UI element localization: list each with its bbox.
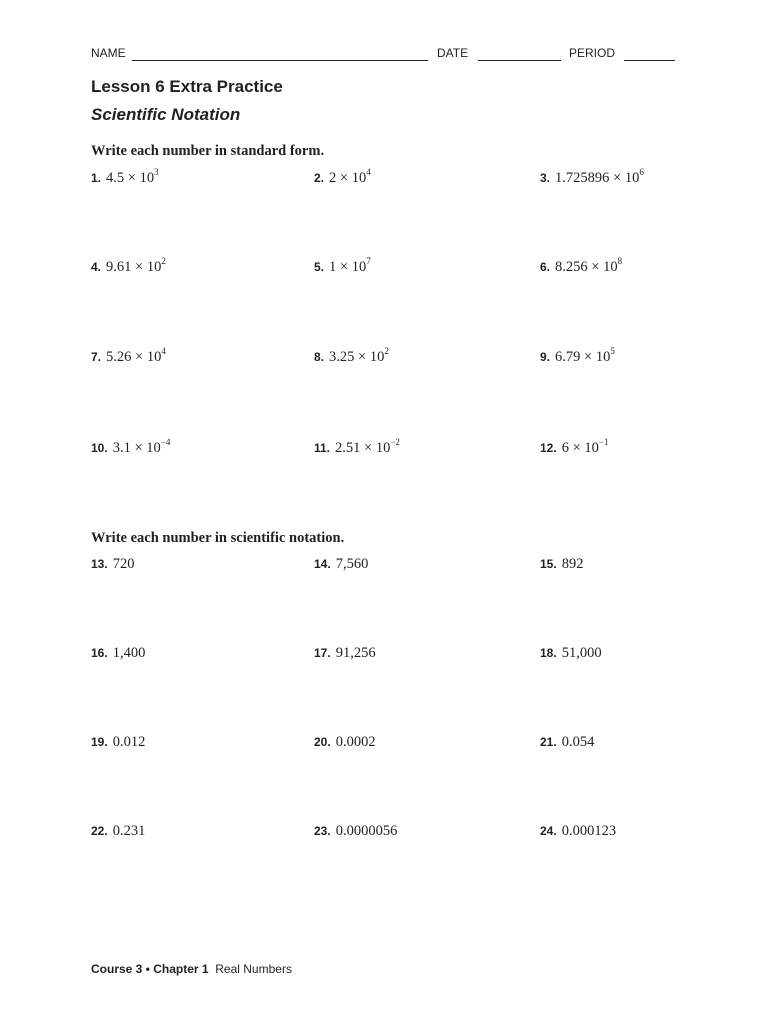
problem-item	[91, 167, 159, 187]
problem-item	[540, 346, 615, 366]
problem-number: 11.	[314, 441, 331, 455]
base: 10	[146, 349, 162, 365]
problem-item	[314, 346, 389, 366]
problem-item	[540, 823, 616, 840]
problem-number: 23.	[314, 824, 331, 838]
problem-value: 892	[561, 556, 584, 572]
base: 10	[603, 259, 618, 275]
exponent: 3	[154, 167, 159, 177]
coefficient: 8.256	[555, 259, 588, 275]
times-symbol: ×	[572, 440, 581, 456]
problem-number: 5.	[314, 260, 325, 274]
problem-expression	[555, 256, 623, 275]
base: 10	[139, 170, 155, 186]
exponent: 4	[366, 167, 371, 177]
times-symbol: ×	[339, 170, 349, 186]
base: 10	[351, 259, 367, 275]
base: 10	[595, 349, 611, 365]
times-symbol: ×	[358, 349, 367, 365]
lesson-subtitle: Scientific Notation	[91, 105, 241, 124]
problem-value: 1,400	[112, 645, 146, 661]
problem-number: 2.	[314, 171, 325, 185]
times-symbol: ×	[127, 170, 136, 186]
times-symbol: ×	[134, 440, 143, 456]
problem-item	[91, 556, 134, 573]
base: 10	[369, 349, 385, 365]
coefficient: 9.61	[106, 259, 132, 275]
problem-number: 1.	[91, 171, 102, 185]
problem-number: 14.	[314, 557, 331, 571]
problem-number: 12.	[540, 441, 557, 455]
coefficient: 3.1	[112, 440, 131, 456]
coefficient: 5.26	[106, 349, 132, 365]
problem-expression	[106, 346, 166, 365]
footer-course: Course 3 • Chapter 1	[91, 962, 209, 976]
times-symbol: ×	[135, 349, 144, 365]
exponent: −4	[160, 437, 171, 447]
problem-item	[540, 734, 594, 751]
exponent: 5	[610, 346, 615, 356]
problem-item	[540, 167, 644, 187]
base: 10	[351, 170, 367, 186]
worksheet-header	[91, 46, 675, 62]
problem-item	[314, 256, 371, 276]
coefficient: 6	[561, 440, 569, 456]
problem-number: 4.	[91, 260, 102, 274]
problem-value: 0.000123	[561, 823, 617, 839]
problem-item	[91, 734, 145, 751]
problem-item	[314, 556, 368, 573]
problem-item	[314, 734, 376, 751]
exponent: 2	[161, 256, 166, 266]
exponent: −1	[598, 437, 609, 447]
problem-item	[540, 437, 609, 457]
problem-item	[91, 645, 145, 662]
problem-number: 20.	[314, 735, 331, 749]
exponent: 6	[639, 167, 644, 177]
problem-number: 9.	[540, 350, 551, 364]
exponent: 8	[617, 256, 623, 266]
problem-item	[314, 823, 397, 840]
problem-number: 21.	[540, 735, 557, 749]
problem-value: 720	[112, 556, 135, 572]
exponent: −2	[390, 437, 400, 447]
page-footer	[91, 962, 292, 976]
base: 10	[375, 440, 391, 456]
problem-expression	[329, 167, 371, 186]
coefficient: 3.25	[329, 349, 355, 365]
problem-item	[314, 167, 371, 187]
problem-value: 0.0000056	[335, 823, 398, 839]
problem-expression	[112, 437, 171, 456]
exponent: 2	[384, 346, 389, 356]
coefficient: 2.51	[335, 440, 361, 456]
problem-item	[540, 256, 623, 276]
problem-item	[540, 556, 583, 573]
problem-value: 91,256	[335, 645, 376, 661]
problem-number: 10.	[91, 441, 108, 455]
problem-item	[91, 823, 145, 840]
section1-instruction: Write each number in standard form.	[91, 143, 325, 159]
problem-expression	[106, 256, 166, 275]
problem-item	[91, 437, 171, 457]
problem-number: 6.	[540, 260, 551, 274]
problem-value: 51,000	[561, 645, 602, 661]
exponent: 4	[161, 346, 166, 356]
times-symbol: ×	[613, 170, 622, 186]
problem-number: 15.	[540, 557, 557, 571]
times-symbol: ×	[364, 440, 373, 456]
problem-value: 7,560	[335, 556, 369, 572]
problem-expression	[561, 437, 609, 456]
problem-item	[314, 645, 376, 662]
problem-expression	[106, 167, 159, 186]
problem-number: 7.	[91, 350, 102, 364]
problem-value: 0.231	[112, 823, 146, 839]
problem-expression	[555, 346, 615, 365]
base: 10	[624, 170, 640, 186]
base: 10	[584, 440, 599, 456]
coefficient: 4.5	[106, 170, 125, 186]
problem-number: 19.	[91, 735, 108, 749]
problem-number: 18.	[540, 646, 557, 660]
times-symbol: ×	[584, 349, 593, 365]
lesson-title: Lesson 6 Extra Practice	[91, 77, 283, 96]
coefficient: 1.725896	[555, 170, 610, 186]
problem-number: 13.	[91, 557, 108, 571]
base: 10	[146, 440, 161, 456]
period-blank[interactable]	[624, 60, 675, 61]
problem-number: 16.	[91, 646, 108, 660]
problem-number: 24.	[540, 824, 557, 838]
problem-item	[314, 437, 400, 457]
coefficient: 1	[329, 259, 337, 275]
date-blank[interactable]	[478, 60, 561, 61]
problem-number: 3.	[540, 171, 551, 185]
name-label: NAME	[91, 46, 126, 60]
exponent: 7	[366, 256, 371, 266]
section2-instruction: Write each number in scientific notation.	[91, 530, 345, 546]
problem-expression	[335, 437, 400, 456]
problem-expression	[329, 256, 371, 275]
name-blank[interactable]	[132, 60, 428, 61]
footer-topic: Real Numbers	[215, 962, 292, 976]
date-label: DATE	[437, 46, 469, 60]
times-symbol: ×	[135, 259, 144, 275]
problem-value: 0.054	[561, 734, 595, 750]
times-symbol: ×	[339, 259, 349, 275]
period-label: PERIOD	[569, 46, 616, 60]
problem-value: 0.0002	[335, 734, 376, 750]
problem-item	[91, 256, 166, 276]
problem-item	[540, 645, 602, 662]
problem-expression	[555, 167, 644, 186]
problem-number: 17.	[314, 646, 331, 660]
coefficient: 6.79	[555, 349, 581, 365]
problem-number: 22.	[91, 824, 108, 838]
base: 10	[146, 259, 162, 275]
problem-number: 8.	[314, 350, 325, 364]
problem-item	[91, 346, 166, 366]
coefficient: 2	[329, 170, 337, 186]
times-symbol: ×	[591, 259, 600, 275]
problem-expression	[329, 346, 389, 365]
problem-value: 0.012	[112, 734, 146, 750]
